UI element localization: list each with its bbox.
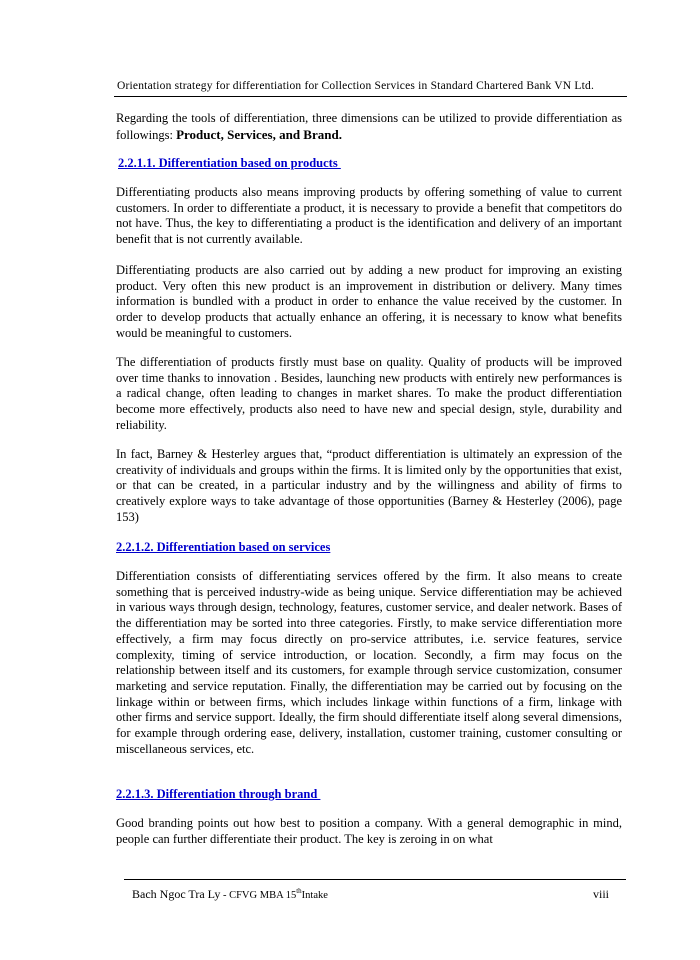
intro-text: Regarding the tools of differentiation, three dimensions can be utilized to provide differentiation as followings: <box>116 111 622 142</box>
intro-paragraph <box>116 111 622 143</box>
paragraph-products-4: In fact, Barney & Hesterley argues that, “product differentiation is ultimately an expression of the creativity of individuals and groups within the firms. It is limited only by the opportunities that exist, or that can be created, in a particular industry and by the willingness and ability of firms to creatively explore ways to take advantage of those opportunities (Barney & Hesterley (2006), page 153) <box>116 447 622 524</box>
page-header: Orientation strategy for differentiation for Collection Services in Standard Chartered Bank VN Ltd. <box>117 80 595 92</box>
paragraph-products-1: Differentiating products also means improving products by offering something of value to current customers. In order to differentiate a product, it is necessary to provide a benefit that competitors do not have. Thus, the key to differentiating a product is the identification and delivery of an important benefit that is not currently available. <box>116 185 622 247</box>
paragraph-products-3: The differentiation of products firstly must base on quality. Quality of products will be improved over time thanks to innovation . Besides, launching new products with entirely new performances is a radical change, often leading to changes in market shares. To make the product differentiation become more effectively, products also need to have new and special design, style, durability and reliability. <box>116 355 622 432</box>
footer-program-suffix: Intake <box>301 890 328 901</box>
header-divider <box>114 96 627 97</box>
intro-emphasis: Product, Services, and Brand. <box>176 126 342 142</box>
footer-divider <box>124 879 626 880</box>
paragraph-products-2: Differentiating products are also carried out by adding a new product for improving an existing product. Very often this new product is an improvement in distribution or delivery. Many times information is bundled with a product in order to enhance the value received by the customer. In order to develop products that actually enhance an offering, it is necessary to know what benefits would be meaningful to customers. <box>116 263 622 340</box>
footer-author: Bach Ngoc Tra Ly <box>132 887 221 901</box>
page-footer <box>132 887 328 902</box>
paragraph-brand: Good branding points out how best to position a company. With a general demographic in mind, people can further differentiate their product. The key is zeroing in on what <box>116 816 622 846</box>
footer-program: CFVG MBA 15 <box>229 890 297 901</box>
paragraph-services: Differentiation consists of differentiating services offered by the firm. It also means to create something that is perceived industry-wide as being unique. Service differentiation may be achieved in various ways through design, technology, features, customer service, and dealer network. Bases of the differentiation may be sorted into three categories. Firstly, to make service differentiation more effectively, a firm may focus directly on pro-service attributes, i.e. service features, service complexity, timing of service introduction, or location. Secondly, a firm may focus on the relationship between itself and its customers, for example through service customization, consumer marketing and service reputation. Finally, the differentiation may be carried out by focusing on the linkage within or between firms, which includes linkage within functions of a firm, linkage with other firms and service support. Ideally, the firm should differentiate itself along several dimensions, for example through ordering ease, delivery, installation, customer training, customer consulting or miscellaneous services, etc. <box>116 569 622 756</box>
footer-program-sup: th <box>296 887 302 895</box>
footer-separator: - <box>220 890 230 901</box>
heading-services[interactable]: 2.2.1.2. Differentiation based on services <box>116 540 331 554</box>
page-number: viii <box>593 887 610 901</box>
heading-products[interactable]: 2.2.1.1. Differentiation based on products <box>118 156 341 170</box>
heading-brand[interactable]: 2.2.1.3. Differentiation through brand <box>116 787 321 801</box>
